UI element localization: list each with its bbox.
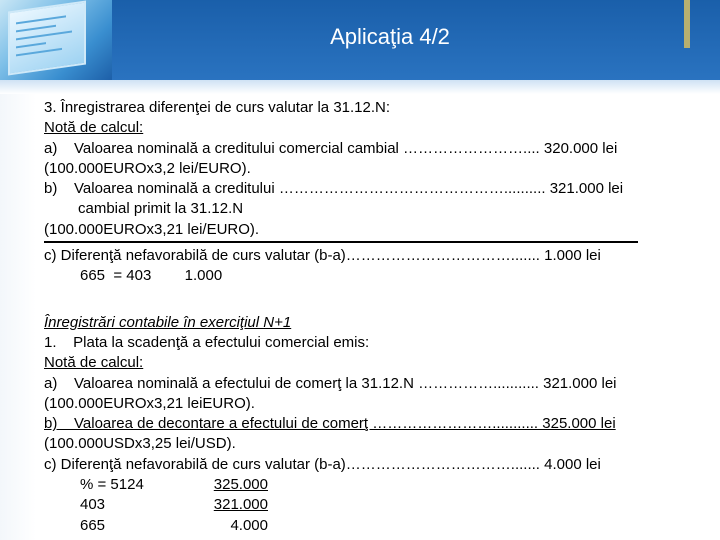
header-image xyxy=(0,0,112,80)
calc-row-right: 321.000 xyxy=(213,496,268,514)
section-n1-c-line1: c) Diferenţă nefavorabilă de curs valutar (b-a)……………………………....... 4.000 lei xyxy=(44,455,601,473)
slide-title: Aplicaţia 4/2 xyxy=(330,24,450,49)
section3-a-line2: (100.000EUROx3,2 lei/EURO). xyxy=(44,159,251,177)
side-panel xyxy=(0,80,36,540)
section3-c-line2: 665 = 403 1.000 xyxy=(80,267,223,285)
section-n1-item1: 1. Plata la scadenţă a efectului comercial emis: xyxy=(44,333,370,351)
section3-b-line2: cambial primit la 31.12.N xyxy=(78,200,244,218)
section-n1-a-line1: a) Valoarea nominală a efectului de comerţ la 31.12.N ……………........... 321.000 lei xyxy=(44,374,617,392)
section-n1-b-line2: (100.000USDx3,25 lei/USD). xyxy=(44,435,236,453)
section3-rule xyxy=(44,241,638,243)
section3-b-line3: (100.000EUROx3,21 lei/EURO). xyxy=(44,220,260,238)
section-n1-b-line1: b) Valoarea de decontare a efectului de comerţ ……………………........... 325.000 lei xyxy=(44,415,616,433)
calc-row-left: % = 5124 xyxy=(80,476,144,494)
calc-row-right: 4.000 xyxy=(230,516,268,534)
calc-row xyxy=(44,516,704,536)
header-stripe xyxy=(0,80,720,94)
calc-row xyxy=(44,475,704,495)
slide-body xyxy=(44,98,704,536)
slide-header xyxy=(0,0,720,80)
section3-c-line1: c) Diferenţă nefavorabilă de curs valutar (b-a)……………………………....... 1.000 lei xyxy=(44,247,601,265)
header-accent-bar xyxy=(684,0,690,48)
section3-b-line1: b) Valoarea nominală a creditului ……………………………………….......... 321.000 lei xyxy=(44,180,624,198)
calc-row-left: 665 xyxy=(80,516,106,534)
section3-a-line1: a) Valoarea nominală a creditului comercial cambial …………………….... 320.000 lei xyxy=(44,139,618,157)
section3-nota: Notă de calcul: xyxy=(44,119,144,137)
calc-row xyxy=(44,495,704,515)
section-n1-a-line2: (100.000EUROx3,21 leiEURO). xyxy=(44,394,255,412)
section-n1-heading: Înregistrări contabile în exerciţiul N+1 xyxy=(44,313,292,331)
calc-row-left: 403 xyxy=(80,496,106,514)
calc-row-right: 325.000 xyxy=(213,476,268,494)
monitor-icon xyxy=(8,1,86,76)
section-n1-nota: Notă de calcul: xyxy=(44,354,144,372)
section3-heading: 3. Înregistrarea diferenţei de curs valutar la 31.12.N: xyxy=(44,99,391,116)
